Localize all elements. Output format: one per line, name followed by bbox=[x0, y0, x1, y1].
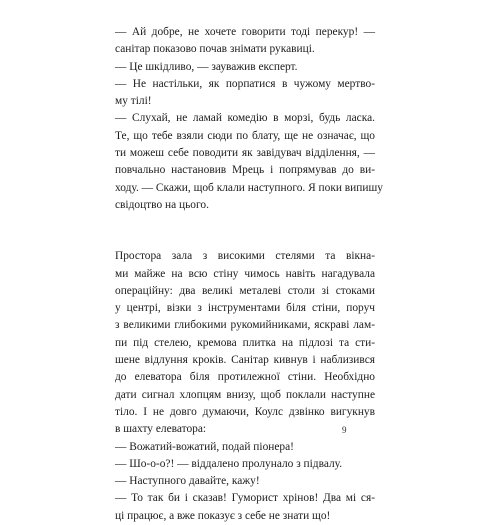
text-line: — Це шкідливо, — зауважив експерт. bbox=[115, 60, 298, 73]
text-line: пи під стелею, кремова плитка на підлозі та сти- bbox=[115, 336, 375, 349]
text-line: в шахту елеватора: bbox=[115, 423, 207, 436]
section-break bbox=[115, 214, 375, 248]
text-line: — Ай добре, не хочете говорити тоді перекур! — bbox=[115, 26, 375, 38]
text-line: до елеватора біля протилежної стіни. Необхідно bbox=[115, 371, 375, 384]
text-line: — Слухай, не ламай комедію в морзі, будь ласка. bbox=[115, 112, 375, 125]
text-line: — Не настільки, як порпатися в чужому мертво- bbox=[115, 77, 375, 90]
text-line: санітар показово почав знімати рукавиці. bbox=[115, 43, 315, 56]
text-line: ти можеш себе поводити як завідувач відділення, — bbox=[115, 147, 375, 160]
text-line: Те, що тебе взяли сюди по блату, ще не означає, що bbox=[115, 129, 375, 142]
paragraph bbox=[115, 473, 375, 490]
paragraph bbox=[115, 490, 375, 525]
text-line: операційну: два великі металеві столи зі стоками bbox=[115, 284, 375, 297]
paragraph bbox=[115, 24, 375, 59]
text-line: дати сигнал хлопцям внизу, щоб поклали наступне bbox=[115, 388, 375, 401]
text-line: повчально настановив Мрець і попрямував до ви- bbox=[115, 164, 375, 177]
text-line: — То так би і сказав! Гуморист хрінов! Два мі ся- bbox=[115, 492, 375, 505]
text-line: — Шо-о-о?! — віддалено пролунало з підвалу. bbox=[115, 457, 343, 470]
text-line: з великими глибокими рукомийниками, яскраві лам- bbox=[115, 319, 375, 332]
paragraph bbox=[115, 76, 375, 111]
paragraph bbox=[115, 110, 383, 214]
paragraph bbox=[115, 59, 375, 76]
text-line: му тілі! bbox=[115, 95, 152, 108]
paragraph bbox=[115, 456, 375, 473]
text-line: у центрі, візки з інструментами біля стіни, поруч bbox=[115, 302, 375, 315]
text-line: ходу. — Скажи, щоб клали наступного. Я поки випишу bbox=[115, 181, 383, 194]
paragraph bbox=[115, 439, 375, 456]
text-line: свідоцтво на цього. bbox=[115, 198, 209, 211]
text-line: тіло. І не довго думаючи, Коулс дзвінко вигукнув bbox=[115, 405, 375, 418]
text-line: ми майже на всю стіну чимось навіть нагадувала bbox=[115, 267, 375, 280]
page-number: 9 bbox=[342, 425, 347, 435]
paragraph bbox=[115, 248, 375, 438]
text-line: ці працює, а вже показує з себе не знати що! bbox=[115, 509, 331, 522]
text-line: — Вожатий-вожатий, подай піонера! bbox=[115, 440, 294, 453]
text-line: — Наступного давайте, кажу! bbox=[115, 475, 260, 488]
text-line: Простора зала з високими стелями та вікна- bbox=[115, 250, 375, 263]
text-line: шене відлуння кроків. Санітар кивнув і наблизився bbox=[115, 354, 375, 367]
